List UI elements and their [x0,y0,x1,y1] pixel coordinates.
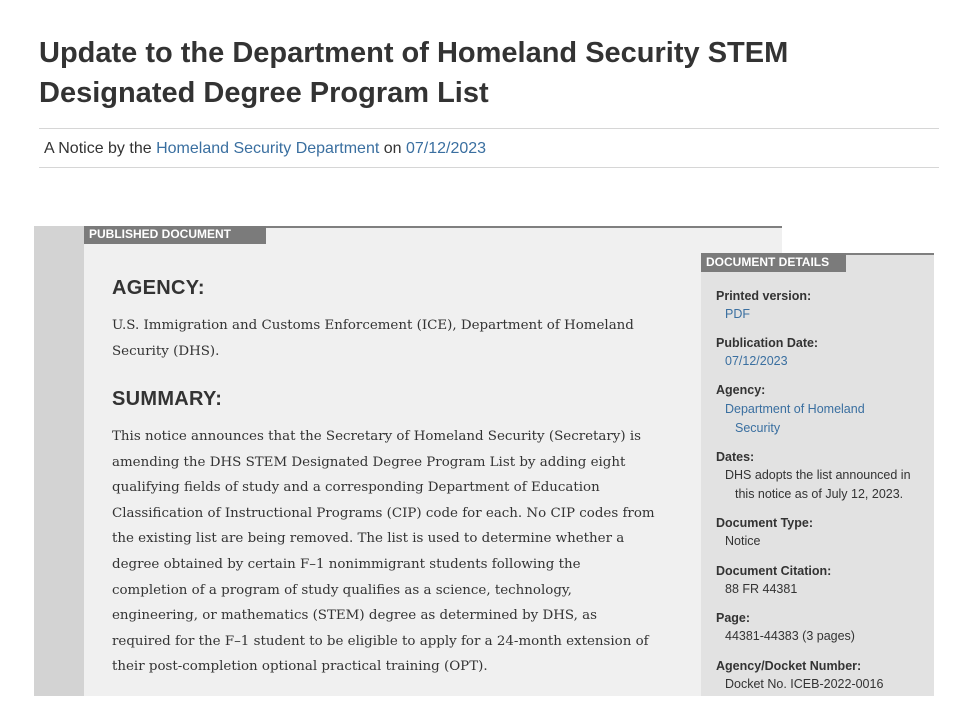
publication-date-label: Publication Date: [716,336,819,350]
document-type-label: Document Type: [716,516,813,530]
pdf-link[interactable]: PDF [725,307,750,321]
agency-heading: AGENCY: [112,277,205,299]
document-details-tab: DOCUMENT DETAILS [701,253,846,272]
summary-text: This notice announces that the Secretary of Homeland Security (Secretary) is amending the DHS STEM Designated Degree Program List by adding eight qualifying fields of study and a corresponding Department of Education Classification of Instructional Programs (CIP) code for each. No CIP codes from the existing list are being removed. The list is used to determine whether a degree obtained by certain F–1 nonimmigrant students following the completion of a program of study qualifies as a science, technology, engineering, or mathematics (STEM) degree as determined by DHS, as required for the F–1 student to be eligible to apply for a 24-month extension of their post-completion optional practical training (OPT). [112,429,655,675]
publication-date-value-link[interactable]: 07/12/2023 [725,354,788,368]
document-citation-label: Document Citation: [716,564,832,578]
dates-label: Dates: [716,450,755,464]
notice-prefix: A Notice by the [44,140,152,157]
publication-date-link[interactable]: 07/12/2023 [406,140,487,157]
summary-heading: SUMMARY: [112,388,223,410]
printed-version-label: Printed version: [716,289,812,303]
page-value: 44381-44383 (3 pages) [725,629,855,643]
document-type-value: Notice [725,534,761,548]
published-document-tab: PUBLISHED DOCUMENT [84,226,266,244]
agency-value-link[interactable]: Department of Homeland Security [725,402,865,435]
left-gutter [34,226,84,696]
page-label: Page: [716,611,751,625]
agency-link[interactable]: Homeland Security Department [156,140,380,157]
dates-value: DHS adopts the list announced in this notice as of July 12, 2023. [725,468,911,501]
agency-label: Agency: [716,383,766,397]
notice-byline [39,128,939,168]
agency-text: U.S. Immigration and Customs Enforcement (ICE), Department of Homeland Security (DHS). [112,318,634,359]
notice-on-text: on [383,140,402,157]
document-citation-value: 88 FR 44381 [725,582,798,596]
docket-number-value: Docket No. ICEB-2022-0016 [725,677,884,691]
page-title: Update to the Department of Homeland Security STEM Designated Degree Program List [39,37,789,109]
docket-number-label: Agency/Docket Number: [716,659,862,673]
